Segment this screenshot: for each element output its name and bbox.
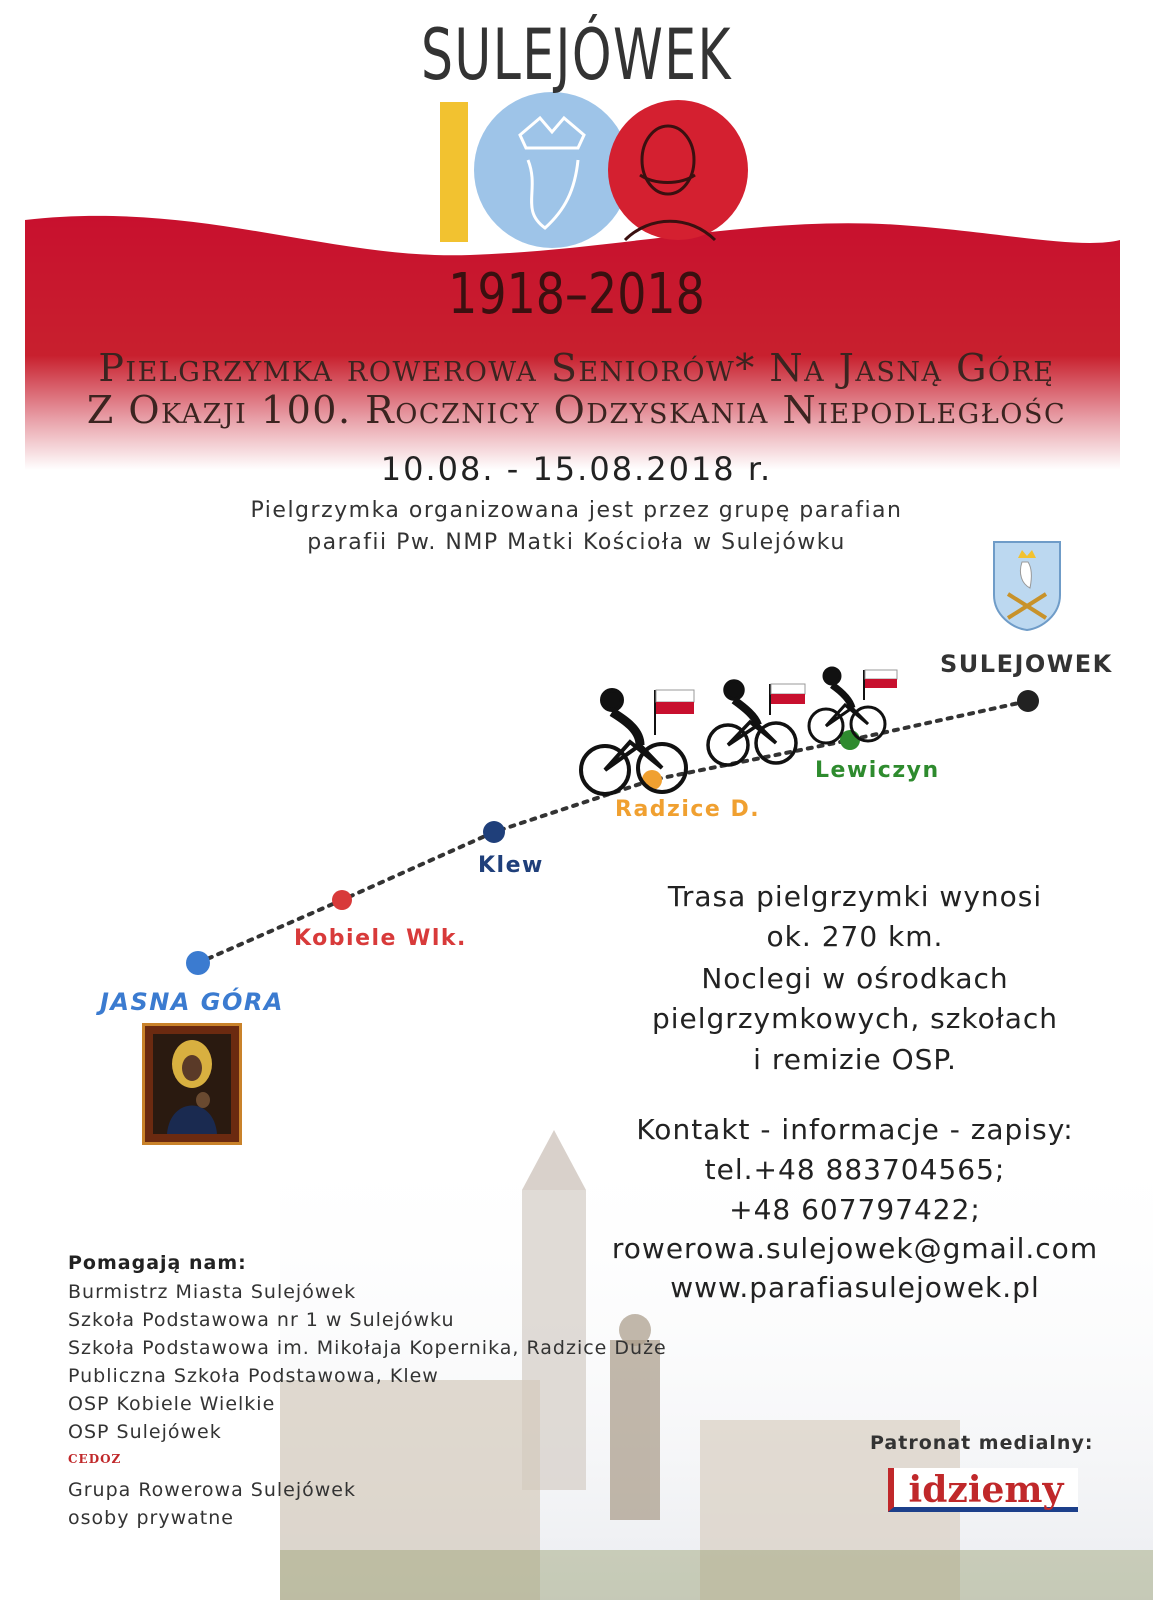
stop-label-kobiele: Kobiele Wlk. [294, 926, 467, 951]
helper-item: osoby prywatne [68, 1507, 234, 1529]
helpers-title: Pomagają nam: [68, 1252, 247, 1274]
route-distance: ok. 270 km. [766, 920, 944, 953]
headline-line-2: Z Okazji 100. Rocznicy Odzyskania Niepodległośc [86, 388, 1067, 432]
stop-label-lewiczyn: Lewiczyn [815, 758, 940, 783]
stop-marker-jasna-gora [186, 951, 210, 975]
contact-phone-1: tel.+48 883704565; [704, 1153, 1006, 1186]
contact-website: www.parafiasulejowek.pl [670, 1271, 1040, 1304]
stop-label-radzice: Radzice D. [615, 797, 761, 822]
stop-marker-kobiele [332, 890, 352, 910]
stop-label-sulejowek: SULEJOWEK [940, 650, 1113, 678]
headline-line-1: Pielgrzymka rowerowa Seniorów* Na Jasną Górę [98, 346, 1055, 390]
route-info-line: Trasa pielgrzymki wynosi [667, 880, 1043, 913]
brand-title: SULEJÓWEK [420, 14, 733, 96]
organizer-line-1: Pielgrzymka organizowana jest przez grupę parafian [250, 498, 903, 523]
contact-title: Kontakt - informacje - zapisy: [636, 1113, 1074, 1146]
helper-item: OSP Sulejówek [68, 1421, 222, 1443]
helper-item: Grupa Rowerowa Sulejówek [68, 1479, 356, 1501]
cedoz-logo: CEDOZ [68, 1452, 122, 1466]
helper-item: OSP Kobiele Wielkie [68, 1393, 276, 1415]
cyclist-icon [809, 668, 897, 743]
helper-item: Burmistrz Miasta Sulejówek [68, 1281, 357, 1303]
helper-item: Szkoła Podstawowa im. Mikołaja Kopernika, Radzice Duże [68, 1337, 667, 1359]
route-info-line: pielgrzymkowych, szkołach [651, 1002, 1059, 1035]
cyclist-icon [581, 690, 694, 794]
organizer-line-2: parafii Pw. NMP Matki Kościoła w Sulejówku [307, 530, 846, 555]
stop-marker-klew [483, 821, 505, 843]
madonna-icon [142, 1023, 242, 1145]
stop-marker-sulejowek [1017, 690, 1039, 712]
event-dates: 10.08. - 15.08.2018 r. [380, 450, 773, 488]
helper-item: Szkoła Podstawowa nr 1 w Sulejówku [68, 1309, 455, 1331]
contact-email: rowerowa.sulejowek@gmail.com [611, 1232, 1099, 1265]
stop-label-jasna-gora: JASNA GÓRA [100, 988, 284, 1016]
anniversary-years: 1918–2018 [448, 262, 705, 327]
helper-item: Publiczna Szkoła Podstawowa, Klew [68, 1365, 439, 1387]
media-patron-label: Patronat medialny: [870, 1432, 1094, 1454]
route-info-line: Noclegi w ośrodkach [701, 962, 1009, 995]
idziemy-logo: idziemy [888, 1468, 1078, 1512]
stop-label-klew: Klew [478, 853, 544, 878]
contact-phone-2: +48 607797422; [729, 1193, 981, 1226]
route-info-line: i remizie OSP. [753, 1043, 957, 1076]
